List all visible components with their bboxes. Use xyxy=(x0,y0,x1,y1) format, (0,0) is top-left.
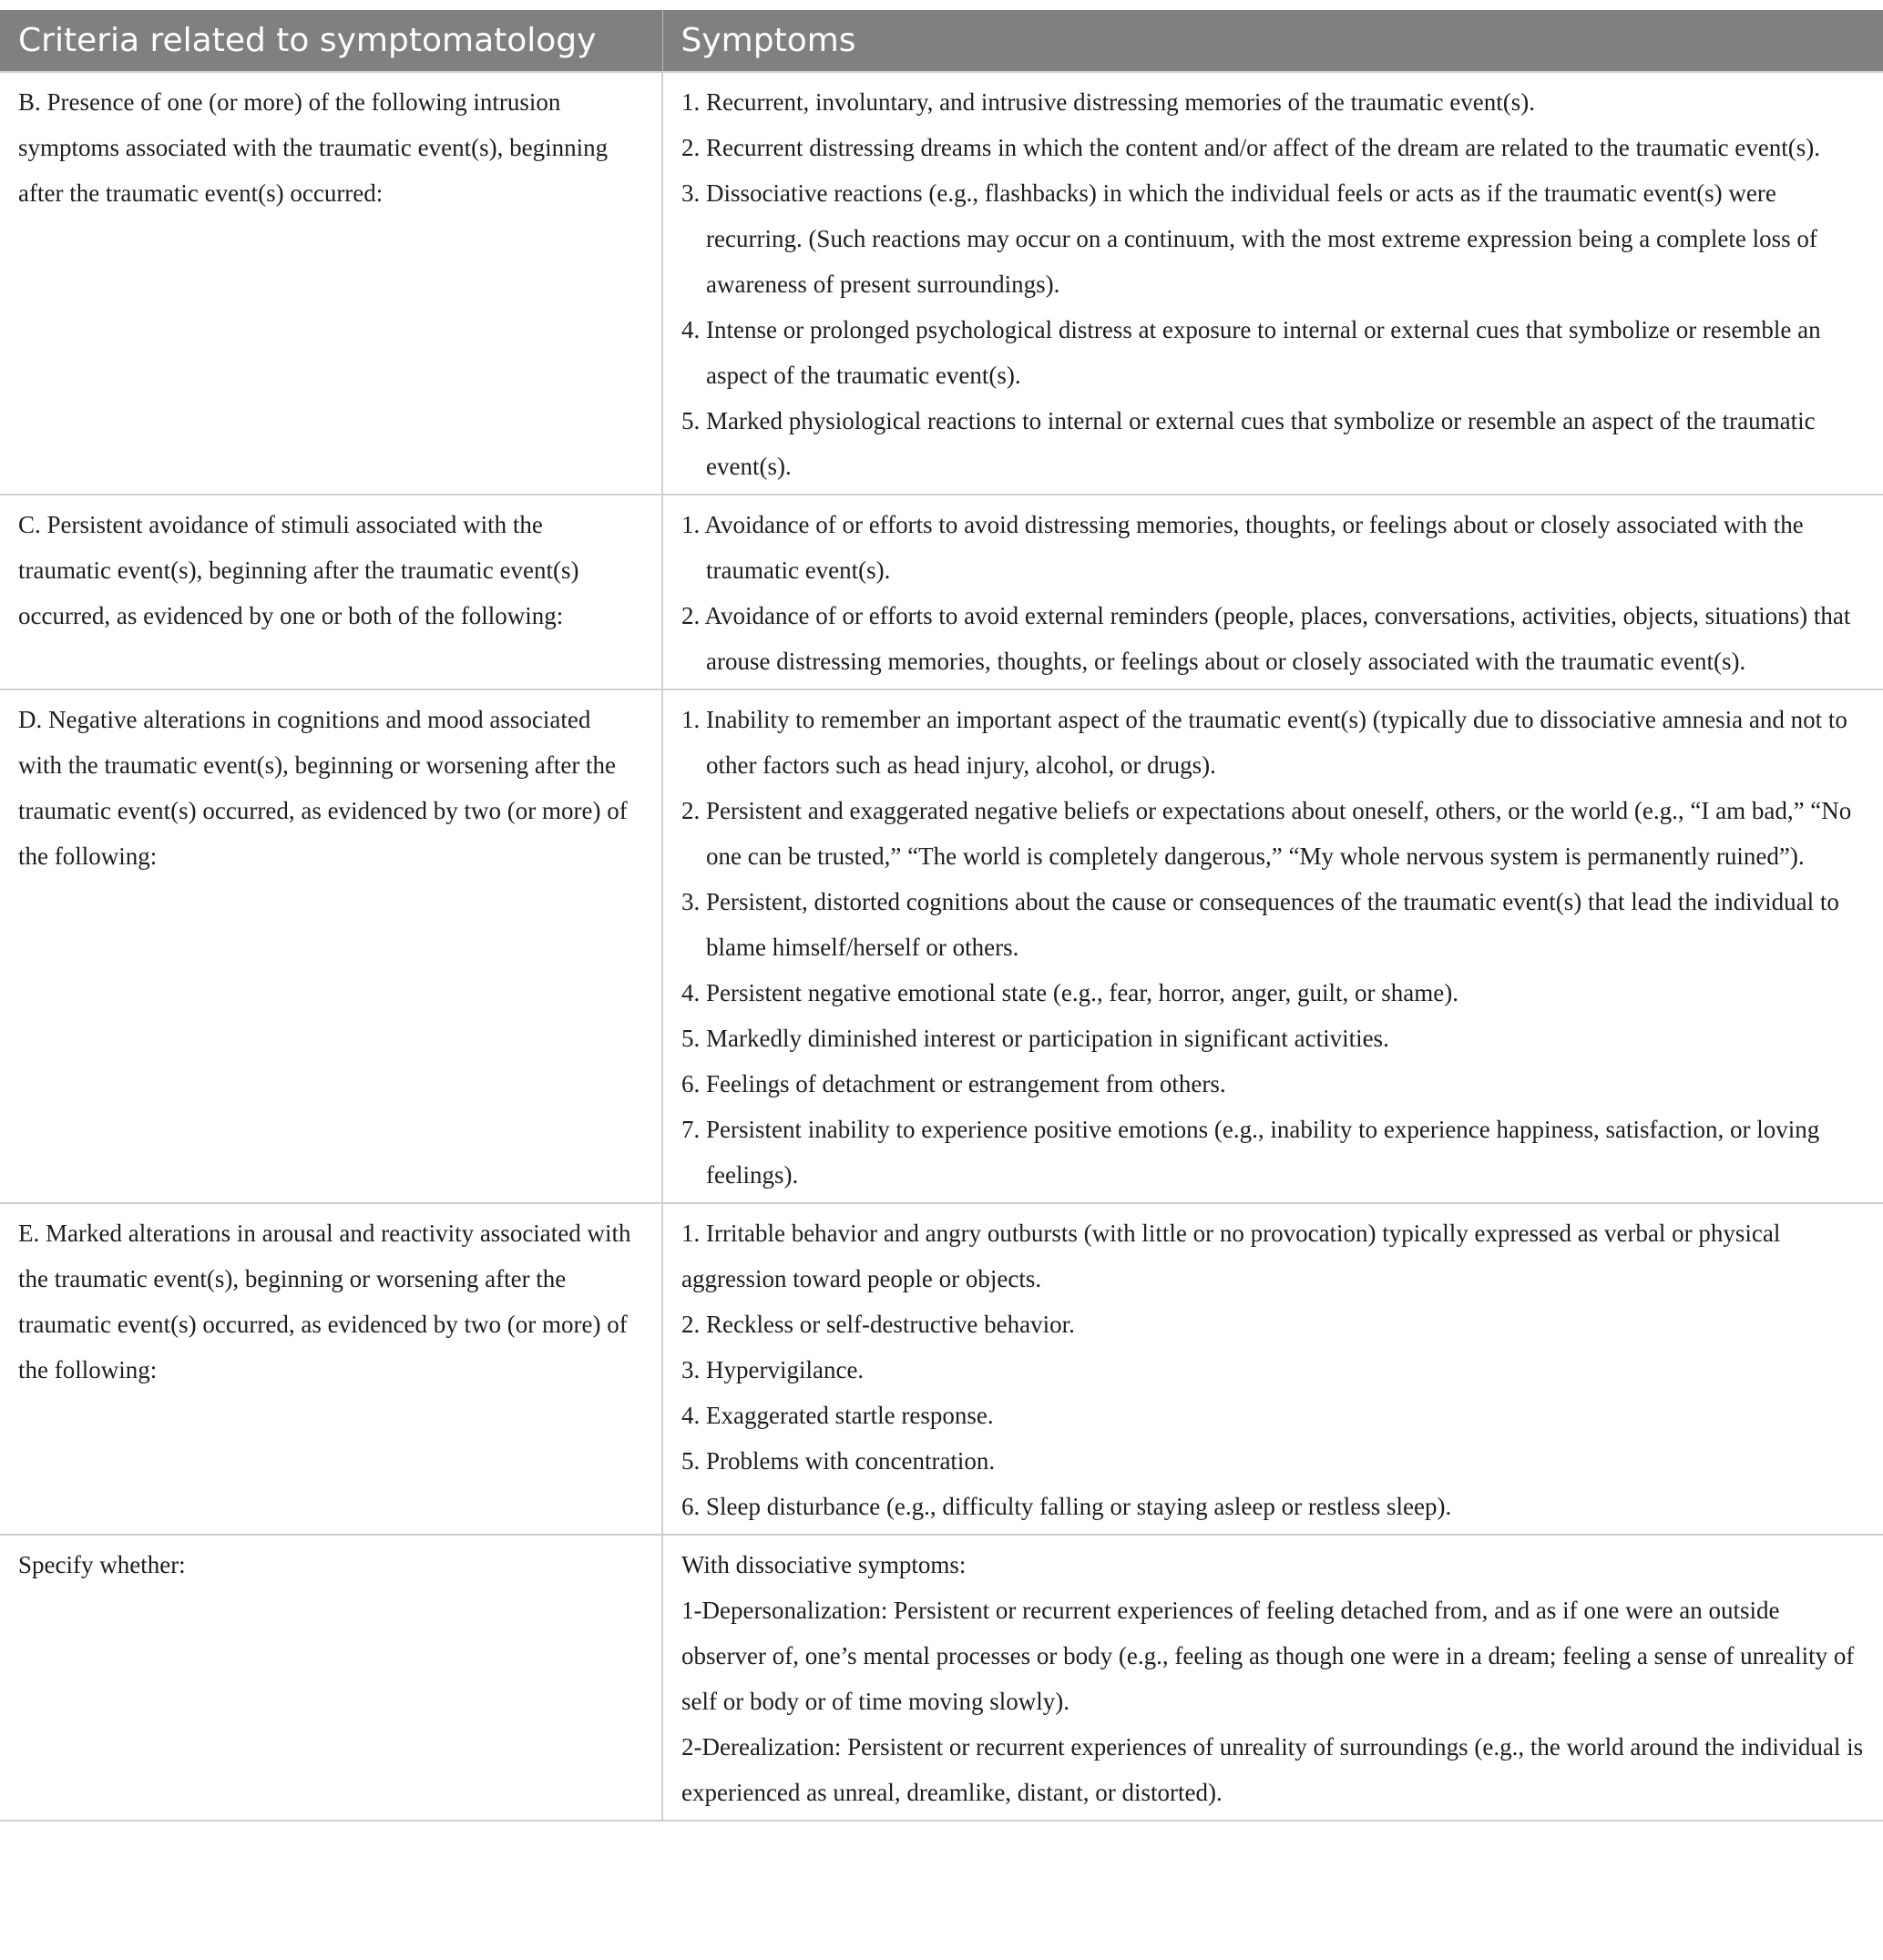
symptom-item: 3. Hypervigilance. xyxy=(681,1356,865,1383)
symptom-item: With dissociative symptoms: xyxy=(681,1551,967,1578)
symptom-item: 6. Feelings of detachment or estrangement from others. xyxy=(681,1070,1226,1097)
header-row xyxy=(0,10,1883,72)
table-row-d xyxy=(0,689,1883,1203)
header-criteria: Criteria related to symptomatology xyxy=(0,10,662,72)
symptom-item: 7. Persistent inability to experience positive emotions (e.g., inability to experience happiness, satisfaction, or loving feelings). xyxy=(681,1116,1820,1189)
criterion-cell: Specify whether: xyxy=(0,1535,662,1821)
symptom-item: 1-Depersonalization: Persistent or recurrent experiences of feeling detached from, and as if one were an outside observer of, one’s mental processes or body (e.g., feeling as though one were in a dream; feeling a sense of unreality of self or body or of time moving slowly). xyxy=(681,1597,1855,1715)
table-row-e xyxy=(0,1203,1883,1535)
symptom-item: 2. Reckless or self-destructive behavior. xyxy=(681,1311,1075,1338)
symptom-item: 1. Irritable behavior and angry outbursts (with little or no provocation) typically expressed as verbal or physical aggression toward people or objects. xyxy=(681,1220,1781,1292)
symptom-item: 3. Persistent, distorted cognitions about the cause or consequences of the traumatic event(s) that lead the individual to blame himself/herself or others. xyxy=(681,888,1839,961)
symptom-item: 1. Inability to remember an important aspect of the traumatic event(s) (typically due to dissociative amnesia and not to other factors such as head injury, alcohol, or drugs). xyxy=(681,706,1847,779)
symptom-item: 1. Avoidance of or efforts to avoid distressing memories, thoughts, or feelings about or closely associated with the traumatic event(s). xyxy=(681,511,1804,584)
symptom-item: 2. Avoidance of or efforts to avoid external reminders (people, places, conversations, activities, objects, situations) that arouse distressing memories, thoughts, or feelings about or closely associated with the traumatic event(s). xyxy=(681,602,1851,675)
symptoms-cell xyxy=(662,495,1883,689)
table-body xyxy=(0,72,1883,1821)
symptom-item: 1. Recurrent, involuntary, and intrusive distressing memories of the traumatic event(s). xyxy=(681,88,1535,116)
header-symptoms: Symptoms xyxy=(662,10,1883,72)
symptom-item: 2. Persistent and exaggerated negative beliefs or expectations about oneself, others, or the world (e.g., “I am bad,” “No one can be trusted,” “The world is completely dangerous,” “My whole nervous system is permanently ruined”). xyxy=(681,797,1852,870)
symptom-item: 5. Marked physiological reactions to internal or external cues that symbolize or resemble an aspect of the traumatic event(s). xyxy=(681,407,1816,480)
table-row-specify xyxy=(0,1535,1883,1821)
symptoms-cell xyxy=(662,1535,1883,1821)
table-row-c xyxy=(0,495,1883,689)
criterion-cell: B. Presence of one (or more) of the following intrusion symptoms associated with the traumatic event(s), beginning after the traumatic event(s) occurred: xyxy=(0,72,662,495)
symptom-item: 2-Derealization: Persistent or recurrent experiences of unreality of surroundings (e.g., the world around the individual is experienced as unreal, dreamlike, distant, or distorted). xyxy=(681,1733,1864,1806)
symptom-item: 3. Dissociative reactions (e.g., flashbacks) in which the individual feels or acts as if the traumatic event(s) were recurring. (Such reactions may occur on a continuum, with the most extreme expression being a complete loss of awareness of present surroundings). xyxy=(681,179,1817,298)
symptom-item: 4. Persistent negative emotional state (e.g., fear, horror, anger, guilt, or shame). xyxy=(681,979,1458,1006)
criterion-cell: C. Persistent avoidance of stimuli associated with the traumatic event(s), beginning after the traumatic event(s) occurred, as evidenced by one or both of the following: xyxy=(0,495,662,689)
symptom-item: 4. Intense or prolonged psychological distress at exposure to internal or external cues that symbolize or resemble an aspect of the traumatic event(s). xyxy=(681,316,1821,389)
symptoms-cell xyxy=(662,72,1883,495)
symptom-item: 5. Problems with concentration. xyxy=(681,1447,996,1475)
criteria-table xyxy=(0,10,1883,1822)
criterion-cell: D. Negative alterations in cognitions and mood associated with the traumatic event(s), beginning or worsening after the traumatic event(s) occurred, as evidenced by two (or more) of the following: xyxy=(0,689,662,1203)
table-row-b xyxy=(0,72,1883,495)
symptom-item: 5. Markedly diminished interest or participation in significant activities. xyxy=(681,1025,1389,1052)
symptom-item: 6. Sleep disturbance (e.g., difficulty falling or staying asleep or restless sleep). xyxy=(681,1493,1452,1520)
symptom-item: 2. Recurrent distressing dreams in which the content and/or affect of the dream are related to the traumatic event(s). xyxy=(681,134,1821,161)
criterion-cell: E. Marked alterations in arousal and reactivity associated with the traumatic event(s), beginning or worsening after the traumatic event(s) occurred, as evidenced by two (or more) of the following: xyxy=(0,1203,662,1535)
symptoms-cell xyxy=(662,689,1883,1203)
table-header xyxy=(0,10,1883,72)
symptoms-cell xyxy=(662,1203,1883,1535)
symptom-item: 4. Exaggerated startle response. xyxy=(681,1402,994,1429)
